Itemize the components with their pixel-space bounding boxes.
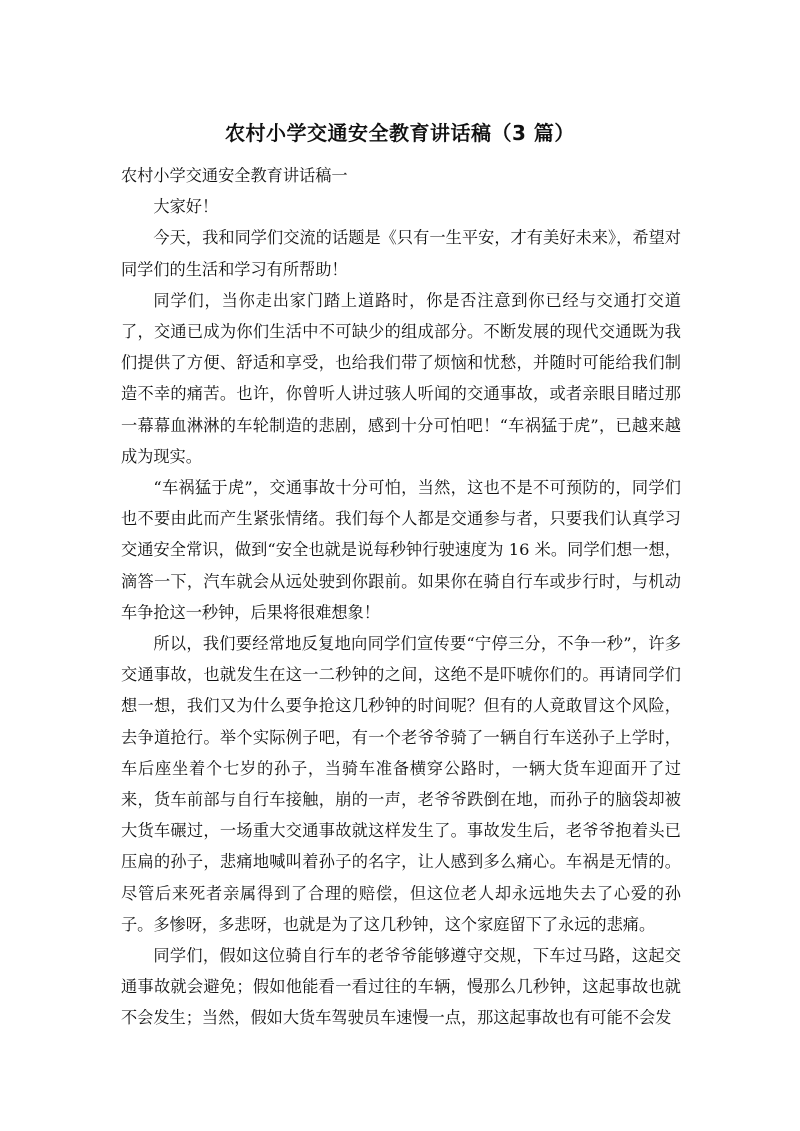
document-title: 农村小学交通安全教育讲话稿（3 篇） xyxy=(225,121,575,145)
document-body xyxy=(121,160,681,1034)
paragraph-topic: 今天，我和同学们交流的话题是《只有一生平安，才有美好未来》，希望对同学们的生活和学习有所帮助！ xyxy=(121,228,681,279)
section-subtitle: 农村小学交通安全教育讲话稿一 xyxy=(121,166,348,185)
paragraph-greeting: 大家好！ xyxy=(153,197,219,217)
paragraph-example: 所以，我们要经常地反复地向同学们宣传要“宁停三分，不争一秒”，许多交通事故，也就发生在这一二秒钟的之间，这绝不是吓唬你们的。再请同学们想一想，我们又为什么要争抢这几秒钟的时间呢？但有的人竟敢冒这个风险，去争道抢行。举个实际例子吧，有一个老爷爷骑了一辆自行车送孙子上学时，车后座坐着个七岁的孙子，当骑车准备横穿公路时，一辆大货车迎面开了过来，货车前部与自行车接触，崩的一声，老爷爷跌倒在地，而孙子的脑袋却被大货车碾过，一场重大交通事故就这样发生了。事故发生后，老爷爷抱着头已压扁的孙子，悲痛地喊叫着孙子的名字，让人感到多么痛心。车祸是无情的。尽管后来死者亲属得到了合理的赔偿，但这位老人却永远地失去了心爱的孙子。多惨呀，多悲呀，也就是为了这几秒钟，这个家庭留下了永远的悲痛。 xyxy=(121,634,681,934)
paragraph-prevention: “车祸猛于虎”，交通事故十分可怕，当然，这也不是不可预防的，同学们也不要由此而产生紧张情绪。我们每个人都是交通参与者，只要我们认真学习交通安全常识，做到“安全也就是说每秒钟行驶速度为 16 米。同学们想一想，滴答一下，汽车就会从远处驶到你跟前。如果你在骑自行车或步行时，与机动车争抢这一秒钟，后果将很难想象！ xyxy=(121,478,681,622)
paragraph-traffic-intro: 同学们，当你走出家门踏上道路时，你是否注意到你已经与交通打交道了，交通已成为你们生活中不可缺少的组成部分。不断发展的现代交通既为我们提供了方便、舒适和享受，也给我们带了烦恼和忧愁，并随时可能给我们制造不幸的痛苦。也许，你曾听人讲过骇人听闻的交通事故，或者亲眼目睹过那一幕幕血淋淋的车轮制造的悲剧，感到十分可怕吧！“车祸猛于虎”，已越来越成为现实。 xyxy=(121,290,681,466)
paragraph-conclusion: 同学们，假如这位骑自行车的老爷爷能够遵守交规，下车过马路，这起交通事故就会避免；假如他能看一看过往的车辆，慢那么几秒钟，这起事故也就不会发生；当然，假如大货车驾驶员车速慢一点，那这起事故也有可能不会发 xyxy=(121,946,681,1028)
